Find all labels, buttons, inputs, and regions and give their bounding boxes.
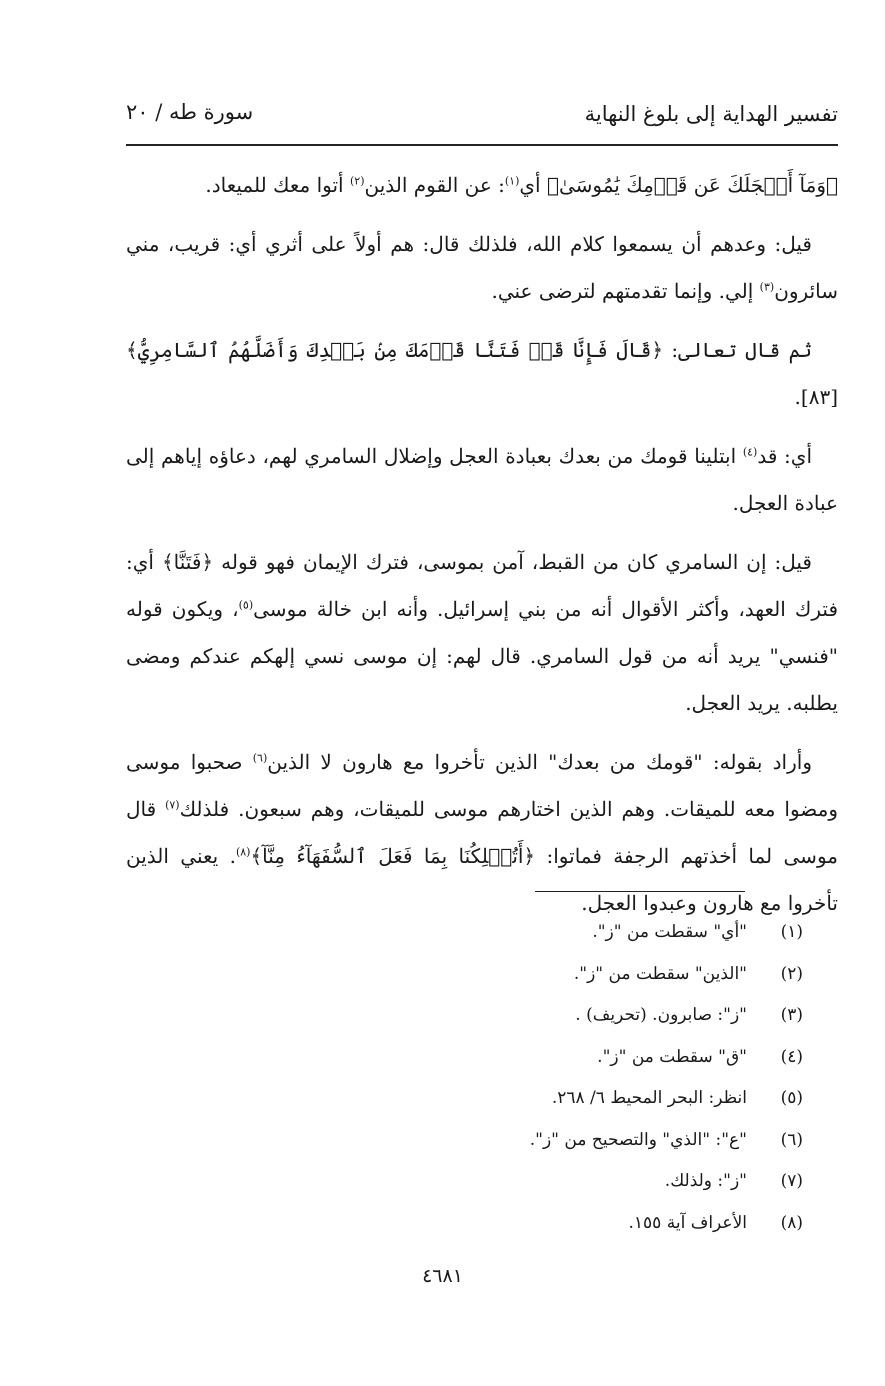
footnote-number: (٦) (780, 1129, 803, 1150)
footnote-ref: (٢) (349, 174, 365, 188)
main-text (126, 162, 838, 939)
footnote-item (133, 912, 833, 954)
text-run: [٨٣]. (794, 385, 838, 409)
text-run: أتوا معك للميعاد. (205, 173, 350, 197)
footnotes (133, 912, 833, 1244)
text-run: ابتلينا قومك من بعدك بعبادة العجل وإضلال السامري لهم، دعاؤه إياهم إلى عبادة العجل. (126, 444, 838, 515)
text-run: ، ويكون قوله "فنسي" يريد أنه من قول السامري. قال لهم: إن موسى نسي إلهكم عندكم ومضى يطلبه. يريد العجل. (126, 597, 838, 715)
footnote-text: "ع": "الذي" والتصحيح من "ز". (529, 1129, 747, 1150)
footnote-number: (٣) (780, 1005, 803, 1025)
text-run: وأراد بقوله: "قومك من بعدك" الذين تأخروا مع هارون لا الذين (267, 750, 812, 774)
paragraph-5 (126, 539, 838, 727)
footnote-text: "أي" سقطت من "ز". (592, 922, 747, 942)
footnote-number: (٨) (780, 1212, 803, 1233)
footnote-number: (١) (780, 922, 803, 942)
paragraph-4 (126, 433, 838, 527)
text-run: قال موسى لما أخذتهم الرجفة فماتوا: (126, 797, 838, 868)
footnote-ref: (٧) (165, 798, 180, 812)
text-run: : عن القوم الذين (364, 173, 505, 197)
footnote-ref: (١) (504, 174, 520, 188)
text-run: صحبوا موسى ومضوا معه للميقات. وهم الذين اختارهم موسى للميقات، وهم سبعون. فلذلك (126, 750, 838, 821)
text-run: . يعني الذين تأخروا مع هارون وعبدوا العجل. (126, 844, 838, 915)
footnote-item (133, 1161, 833, 1203)
text-run: ثم قال تعالى: (663, 338, 813, 362)
footnote-item (133, 1078, 833, 1120)
page-number: ٤٦٨١ (422, 1265, 463, 1287)
footnote-item (133, 954, 833, 996)
surah-label: سورة طه / ٢٠ (126, 100, 254, 124)
footnote-ref: (٤) (742, 445, 758, 459)
footnote-ref: (٦) (252, 751, 268, 765)
paragraph-3 (126, 327, 838, 421)
footnote-text: الأعراف آية ١٥٥. (628, 1212, 747, 1233)
footnote-item (133, 1120, 833, 1162)
quran-verse: ﴿أَتُهۡلِكُنَا بِمَا فَعَلَ ٱلسُّفَهَآءُ مِنَّآ﴾ (250, 844, 536, 868)
paragraph-1 (126, 162, 838, 209)
footnote-ref: (٣) (759, 280, 775, 294)
footnote-item (133, 1203, 833, 1245)
book-title: تفسير الهداية إلى بلوغ النهاية (584, 102, 838, 126)
paragraph-2 (126, 221, 838, 315)
header-rule (126, 144, 838, 146)
text-run: قيل: وعدهم أن يسمعوا كلام الله، فلذلك قال: هم أولاً على أثري أي: قريب، مني سائرون (126, 232, 838, 303)
footnote-text: "ز": ولذلك. (664, 1171, 747, 1191)
footnote-number: (٥) (780, 1088, 803, 1108)
text-run: أي: قد (757, 444, 813, 468)
text-run: أي (519, 173, 547, 197)
footnote-number: (٤) (780, 1046, 803, 1067)
footnote-rule (535, 891, 745, 892)
footnote-text: انظر: البحر المحيط ٦/ ٢٦٨. (551, 1088, 747, 1108)
footnote-number: (٢) (780, 963, 803, 984)
quran-verse: ﴿قَالَ فَإِنَّا قَدۡ فَتَنَّا قَوۡمَكَ مِنۢ بَعۡدِكَ وَأَضَلَّهُمُ ٱلسَّامِرِيُّ﴾ (126, 338, 664, 362)
text-run: قيل: إن السامري كان من القبط، آمن بموسى، فترك الإيمان فهو قوله (213, 550, 812, 574)
footnote-number: (٧) (780, 1171, 803, 1191)
paragraph-6 (126, 739, 838, 927)
text-run: إلي. وإنما تقدمتهم لترضى عني. (491, 279, 760, 303)
footnote-item (133, 1037, 833, 1079)
footnote-text: "ق" سقطت من "ز". (597, 1046, 747, 1067)
footnote-ref: (٨) (235, 845, 251, 859)
footnote-text: "الذين" سقطت من "ز". (573, 963, 747, 984)
running-header (126, 96, 838, 136)
footnote-ref: (٥) (238, 598, 254, 612)
footnote-text: "ز": صابرون. (تحريف) . (575, 1005, 747, 1025)
quran-verse: ﴿وَمَآ أَعۡجَلَكَ عَن قَوۡمِكَ يَٰمُوسَىٰ﴾ (546, 173, 838, 197)
footnote-item (133, 995, 833, 1037)
text-run: أي: فترك العهد، وأكثر الأقوال أنه من بني إسرائيل. وأنه ابن خالة موسى (126, 550, 839, 621)
quran-verse: ﴿فَتَنَّا﴾ (161, 550, 214, 574)
